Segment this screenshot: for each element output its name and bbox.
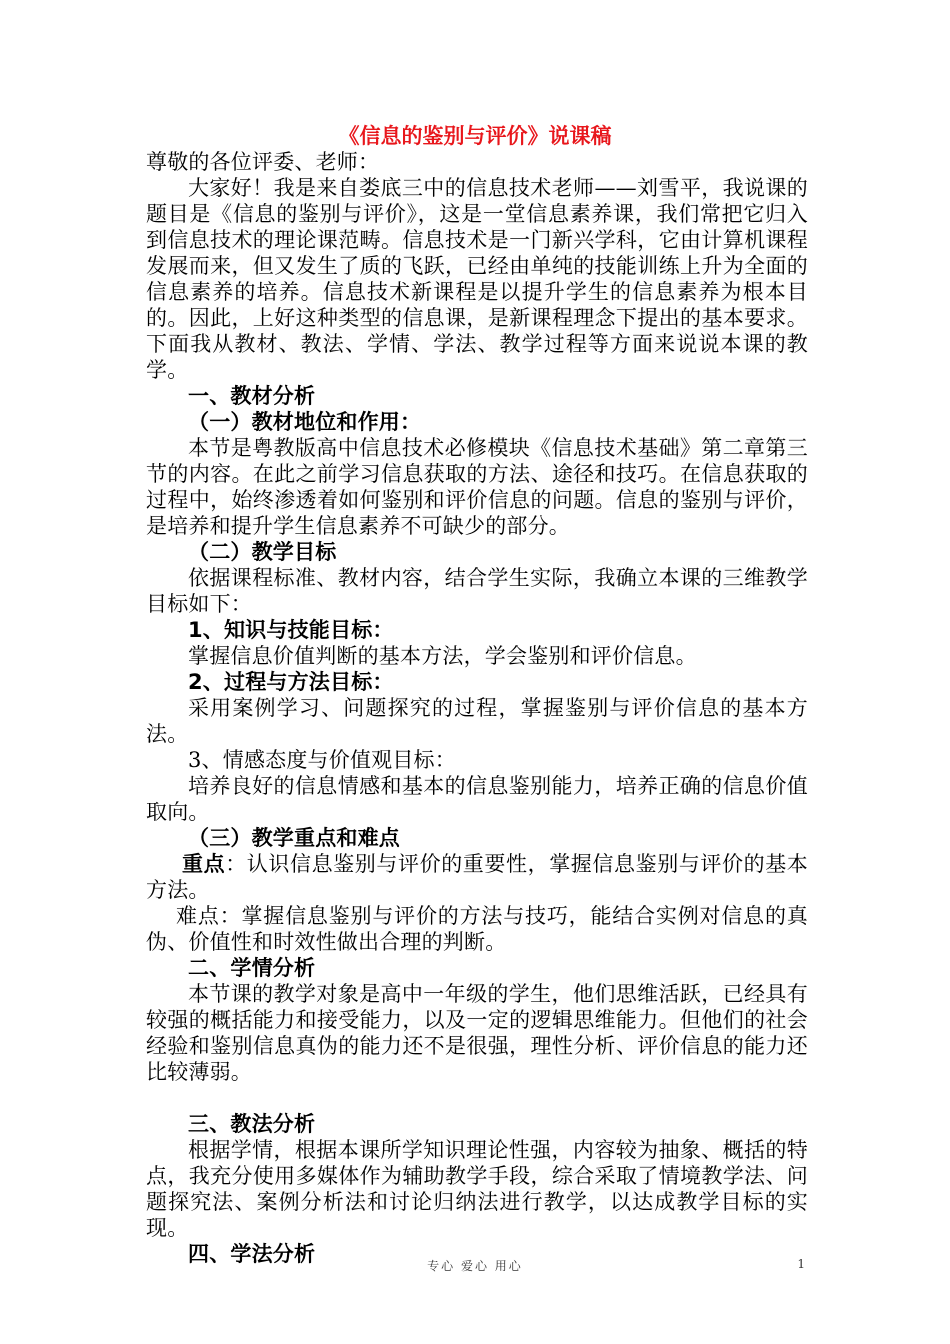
key-point-label: 重点 bbox=[182, 852, 226, 876]
goal2-text: 采用案例学习、问题探究的过程，掌握鉴别与评价信息的基本方法。 bbox=[146, 696, 808, 746]
intro-paragraph: 大家好！我是来自娄底三中的信息技术老师——刘雪平，我说课的题目是《信息的鉴别与评价》，这是一堂信息素养课，我们常把它归入到信息技术的理论课范畴。信息技术是一门新兴学科，它由计算机课程发展而来，但又发生了质的飞跃，已经由单纯的技能训练上升为全面的信息素养的培养。信息技术新课程是以提升学生的信息素养为根本目的。因此，上好这种类型的信息课，是新课程理念下提出的基本要求。下面我从教材、教法、学情、学法、教学过程等方面来说说本课的教学。 bbox=[146, 176, 808, 382]
section4-heading: 四、学法分析 bbox=[188, 1242, 316, 1266]
document-title: 《信息的鉴别与评价》说课稿 bbox=[338, 124, 612, 148]
difficulty-point: 难点：掌握信息鉴别与评价的方法与技巧，能结合实例对信息的真伪、价值性和时效性做出合理的判断。 bbox=[146, 904, 808, 954]
section1-sub3-heading: （三）教学重点和难点 bbox=[188, 826, 400, 850]
goal3-heading: 3、情感态度与价值观目标： bbox=[188, 748, 456, 772]
blank-line bbox=[146, 1085, 808, 1111]
section1-sub1-text: 本节是粤教版高中信息技术必修模块《信息技术基础》第二章第三节的内容。在此之前学习信息获取的方法、途径和技巧。在信息获取的过程中，始终渗透着如何鉴别和评价信息的问题。信息的鉴别与评价，是培养和提升学生信息素养不可缺少的部分。 bbox=[146, 436, 808, 538]
section1-sub2-heading: （二）教学目标 bbox=[188, 540, 337, 564]
goal1-text: 掌握信息价值判断的基本方法，学会鉴别和评价信息。 bbox=[188, 644, 697, 668]
section1-heading: 一、教材分析 bbox=[188, 384, 316, 408]
greeting: 尊敬的各位评委、老师： bbox=[146, 150, 380, 174]
section2-heading: 二、学情分析 bbox=[188, 956, 316, 980]
page-number: 1 bbox=[797, 1257, 805, 1271]
goal1-heading: 1、知识与技能目标： bbox=[188, 618, 394, 642]
section3-text: 根据学情，根据本课所学知识理论性强，内容较为抽象、概括的特点，我充分使用多媒体作为辅助教学手段，综合采取了情境教学法、问题探究法、案例分析法和讨论归纳法进行教学，以达成教学目标的实现。 bbox=[146, 1138, 808, 1240]
key-point bbox=[146, 851, 808, 903]
section3-heading: 三、教法分析 bbox=[188, 1112, 316, 1136]
footer-motto: 专心 爱心 用心 bbox=[427, 1259, 523, 1273]
section1-sub1-heading: （一）教材地位和作用： bbox=[188, 410, 422, 434]
section2-text: 本节课的教学对象是高中一年级的学生，他们思维活跃，已经具有较强的概括能力和接受能力，以及一定的逻辑思维能力。但他们的社会经验和鉴别信息真伪的能力还不是很强，理性分析、评价信息的能力还比较薄弱。 bbox=[146, 982, 808, 1084]
document-body bbox=[146, 149, 808, 1267]
page-footer bbox=[0, 1257, 950, 1277]
goal2-heading: 2、过程与方法目标： bbox=[188, 670, 394, 694]
section1-sub2-text: 依据课程标准、教材内容，结合学生实际，我确立本课的三维教学目标如下： bbox=[146, 566, 808, 616]
key-point-text: ：认识信息鉴别与评价的重要性，掌握信息鉴别与评价的基本方法。 bbox=[146, 852, 808, 902]
goal3-text: 培养良好的信息情感和基本的信息鉴别能力，培养正确的信息价值取向。 bbox=[146, 774, 808, 824]
